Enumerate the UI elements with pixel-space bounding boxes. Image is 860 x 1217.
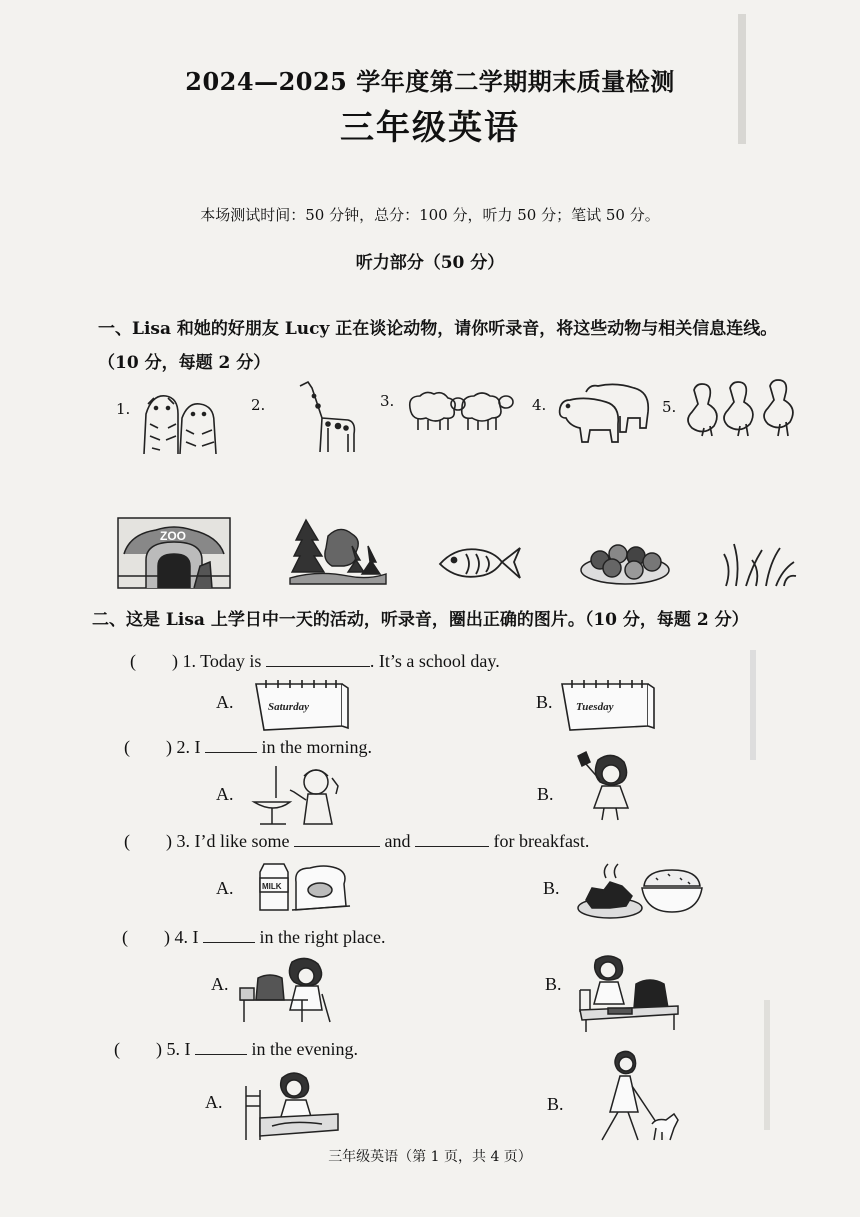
q4-option-a[interactable]: A. [211, 974, 229, 994]
food-plate-icon[interactable] [578, 538, 672, 588]
calendar-tuesday-icon[interactable] [558, 676, 656, 732]
scan-mark [750, 650, 756, 760]
tigers-icon[interactable] [138, 384, 220, 456]
question-4-blank [203, 926, 255, 943]
question-1 [130, 650, 500, 672]
grass-icon[interactable] [722, 540, 798, 588]
question-3 [124, 830, 589, 852]
milk-and-bread-icon[interactable] [256, 860, 352, 912]
q2-option-b[interactable]: B. [537, 784, 554, 804]
q2-option-a[interactable]: A. [216, 784, 234, 804]
girl-brushing-teeth-icon[interactable] [250, 764, 350, 826]
q3-option-a[interactable]: A. [216, 878, 234, 898]
animal-number-2: 2. [251, 396, 266, 414]
question-4-tail: in the right place. [259, 927, 386, 947]
scan-mark [738, 14, 746, 144]
subject-title: 三年级英语 [340, 108, 520, 148]
bears-icon[interactable] [556, 378, 656, 446]
scan-mark [764, 1000, 770, 1130]
q3-option-b[interactable]: B. [543, 878, 560, 898]
giraffe-icon[interactable] [296, 378, 366, 454]
milk-label: MILK [262, 882, 282, 891]
girl-walking-dog-icon[interactable] [596, 1048, 682, 1144]
question-3-and: and [384, 831, 411, 851]
question-2 [124, 736, 372, 758]
fish-icon[interactable] [436, 542, 522, 582]
question-2-tail: in the morning. [261, 737, 372, 757]
answer-paren-4[interactable]: ( ) [122, 927, 170, 947]
q4-option-b[interactable]: B. [545, 974, 562, 994]
saturday-label: Saturday [268, 701, 309, 713]
question-1-tail: . It’s a school day. [369, 651, 500, 671]
forest-icon[interactable] [288, 516, 388, 586]
sheep-icon[interactable] [402, 386, 514, 436]
animal-number-3: 3. [380, 392, 395, 410]
question-5 [114, 1038, 358, 1060]
question-4-text: 4. I [174, 927, 199, 947]
animal-number-4: 4. [532, 396, 547, 414]
exam-title: 2024—2025 学年度第二学期期末质量检测 [185, 67, 675, 96]
girl-brushing-hair-icon[interactable] [576, 750, 640, 822]
girl-at-desk-icon[interactable] [578, 950, 680, 1034]
question-5-blank [195, 1038, 247, 1055]
zoo-sign: ZOO [160, 529, 186, 543]
question-4 [122, 926, 385, 948]
listening-heading: 听力部分（50 分） [355, 253, 505, 273]
zoo-icon[interactable] [116, 514, 232, 592]
q1-option-b[interactable]: B. [536, 692, 553, 712]
animal-number-1: 1. [116, 400, 131, 418]
test-info: 本场测试时间：50 分钟，总分：100 分，听力 50 分；笔试 50 分。 [200, 206, 660, 224]
question-3-text: 3. I’d like some [176, 831, 290, 851]
section1-instruction: 一、Lisa 和她的好朋友 Lucy 正在谈论动物，请你听录音，将这些动物与相关信息连线。（10 分，每题 2 分） [98, 319, 778, 373]
question-3-blank-2 [415, 830, 489, 847]
q1-option-a[interactable]: A. [216, 692, 234, 712]
question-5-tail: in the evening. [251, 1039, 358, 1059]
question-1-text: 1. Today is [182, 651, 262, 671]
answer-paren-3[interactable]: ( ) [124, 831, 172, 851]
animal-number-5: 5. [662, 398, 677, 416]
calendar-saturday-icon[interactable] [252, 676, 350, 732]
question-3-blank-1 [294, 830, 380, 847]
girl-making-bed-icon[interactable] [242, 1066, 342, 1142]
girl-packing-schoolbag-icon[interactable] [238, 954, 334, 1024]
section2-instruction: 二、这是 Lisa 上学日中一天的活动，听录音，圈出正确的图片。（10 分，每题 2 分） [92, 610, 749, 630]
q5-option-a[interactable]: A. [205, 1092, 223, 1112]
answer-paren-5[interactable]: ( ) [114, 1039, 162, 1059]
question-5-text: 5. I [166, 1039, 191, 1059]
question-2-text: 2. I [176, 737, 201, 757]
question-1-blank [266, 650, 370, 667]
answer-paren-2[interactable]: ( ) [124, 737, 172, 757]
answer-paren-1[interactable]: ( ) [130, 651, 178, 671]
question-2-blank [205, 736, 257, 753]
tuesday-label: Tuesday [576, 701, 614, 713]
meat-and-rice-icon[interactable] [576, 860, 706, 930]
ducks-icon[interactable] [684, 376, 802, 440]
question-3-tail: for breakfast. [493, 831, 590, 851]
page-footer: 三年级英语（第 1 页，共 4 页） [328, 1149, 532, 1165]
q5-option-b[interactable]: B. [547, 1094, 564, 1114]
